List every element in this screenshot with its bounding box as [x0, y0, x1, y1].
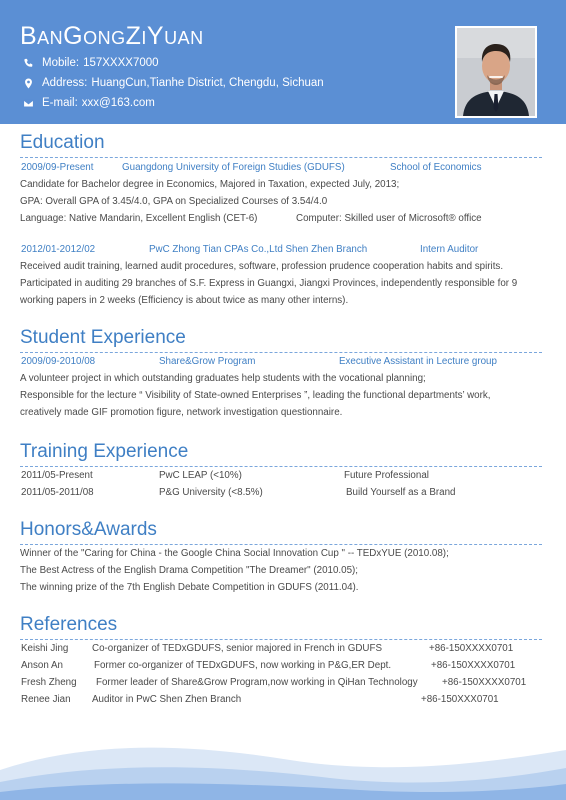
entry-organization: PwC Zhong Tian CPAs Co.,Ltd Shen Zhen Branch [149, 244, 368, 255]
reference-phone: +86-150XXXX0701 [431, 660, 516, 671]
reference-name: Fresh Zheng [21, 677, 77, 688]
entry-date: 2012/01-2012/02 [21, 244, 96, 255]
training-program: PwC LEAP (<10%) [159, 470, 242, 481]
contact-value: 157XXXX7000 [83, 57, 159, 69]
text-line: GPA: Overall GPA of 3.45/4.0, GPA on Specialized Courses of 3.54/4.0 [20, 196, 328, 207]
decorative-waves [0, 730, 566, 800]
contact-value: HuangCun,Tianhe District, Chengdu, Sichuan [91, 77, 324, 89]
skills-row [20, 210, 542, 227]
entry-role: Executive Assistant in Lecture group [339, 356, 497, 367]
location-icon [21, 76, 35, 90]
contact-label: E-mail: [42, 97, 78, 109]
training-program: P&G University (<8.5%) [159, 487, 263, 498]
honors-awards-section [20, 519, 542, 596]
entry-description [20, 258, 542, 309]
contact-label: Address: [42, 77, 88, 89]
section-title: Honors&Awards [20, 519, 157, 540]
reference-description: Former leader of Share&Grow Program,now working in QiHan Technology [96, 677, 418, 688]
student-experience-section [20, 327, 542, 421]
entry-description [20, 176, 542, 210]
reference-name: Anson An [21, 660, 63, 671]
reference-name: Keishi Jing [21, 643, 69, 654]
computer-skill: Computer: Skilled user of Microsoft® office [296, 213, 482, 224]
header-banner [0, 0, 566, 124]
references-section [20, 614, 542, 708]
contact-mobile [21, 54, 159, 72]
contact-email [21, 94, 155, 112]
reference-phone: +86-150XXXX0701 [442, 677, 527, 688]
reference-name: Renee Jian [21, 694, 71, 705]
reference-row [20, 691, 542, 708]
training-row [20, 484, 542, 501]
entry-description [20, 370, 542, 421]
language-skill: Language: Native Mandarin, Excellent English (CET-6) [20, 213, 258, 224]
section-title: Student Experience [20, 327, 186, 348]
phone-icon [21, 56, 35, 70]
mail-icon [21, 96, 35, 110]
training-name: Build Yourself as a Brand [346, 487, 456, 498]
contact-value: xxx@163.com [81, 97, 155, 109]
text-line: A volunteer project in which outstanding graduates help students with the vocational planning; [20, 373, 426, 384]
experience-entry-header [20, 353, 542, 370]
training-name: Future Professional [344, 470, 429, 481]
training-date: 2011/05-Present [21, 470, 93, 481]
section-title: Training Experience [20, 441, 189, 462]
education-entry-header [20, 159, 542, 176]
training-row [20, 467, 542, 484]
reference-row [20, 657, 542, 674]
portrait-image [457, 28, 535, 116]
text-line: Participated in auditing 29 branches of S.F. Express in Guangxi, Jiangxi Provinces, independently responsible for 9 [20, 278, 518, 289]
text-line: creatively made GIF promotion figure, network investigation questionnaire. [20, 407, 343, 418]
profile-photo [455, 26, 537, 118]
reference-phone: +86-150XXX0701 [421, 694, 499, 705]
entry-organization: Guangdong University of Foreign Studies (GDUFS) [122, 162, 345, 173]
training-experience-section [20, 441, 542, 501]
entry-role: School of Economics [390, 162, 482, 173]
award-item: The winning prize of the 7th English Debate Competition in GDUFS (2011.04). [20, 582, 359, 593]
contact-address [21, 74, 324, 92]
candidate-name: BanGongZiYuan [20, 22, 204, 50]
entry-date: 2009/09-Present [21, 162, 94, 173]
entry-date: 2009/09-2010/08 [21, 356, 96, 367]
section-divider [20, 157, 542, 158]
award-item: The Best Actress of the English Drama Competition "The Dreamer" (2010.05); [20, 565, 359, 576]
honors-list [20, 545, 542, 596]
education-section [20, 132, 542, 309]
text-line: working papers in 2 weeks (Efficiency is about twice as many other interns). [20, 295, 349, 306]
text-line: Candidate for Bachelor degree in Economics, Majored in Taxation, expected July, 2013; [20, 179, 400, 190]
reference-description: Co-organizer of TEDxGDUFS, senior majored in French in GDUFS [92, 643, 383, 654]
entry-organization: Share&Grow Program [159, 356, 256, 367]
reference-description: Auditor in PwC Shen Zhen Branch [92, 694, 242, 705]
reference-description: Former co-organizer of TEDxGDUFS, now working in P&G,ER Dept. [94, 660, 392, 671]
text-line: Received audit training, learned audit procedures, software, profession prudence cooperation habits and spirits. [20, 261, 504, 272]
reference-row [20, 674, 542, 691]
reference-row [20, 640, 542, 657]
reference-phone: +86-150XXXX0701 [429, 643, 514, 654]
education-entry-header [20, 241, 542, 258]
section-title: Education [20, 132, 105, 153]
entry-role: Intern Auditor [420, 244, 479, 255]
training-date: 2011/05-2011/08 [21, 487, 94, 498]
section-title: References [20, 614, 118, 635]
award-item: Winner of the "Caring for China - the Google China Social Innovation Cup " -- TEDxYUE (2010.08); [20, 548, 449, 559]
contact-label: Mobile: [42, 57, 80, 69]
text-line: Responsible for the lecture “ Visibility of State-owned Enterprises ”, leading the functional departments’ work, [20, 390, 491, 401]
